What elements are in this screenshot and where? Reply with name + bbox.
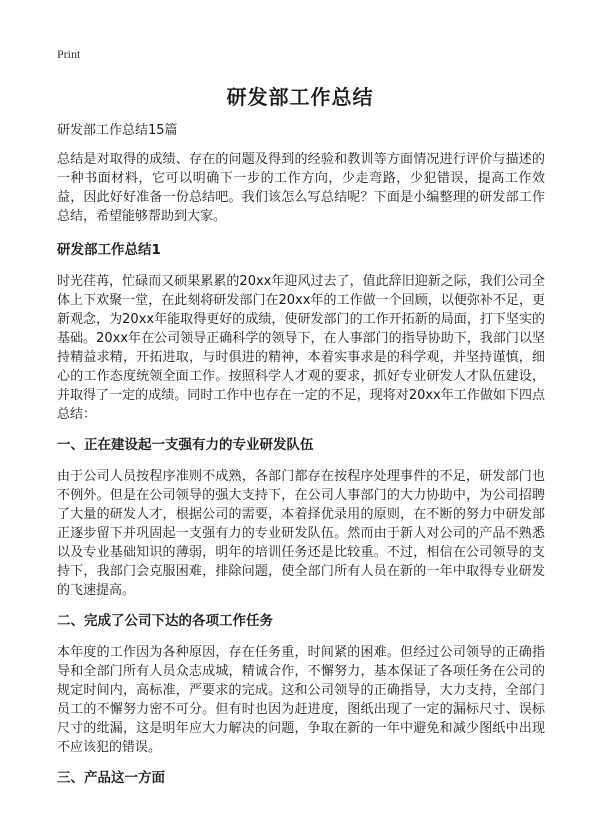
intro-paragraph: 总结是对取得的成绩、存在的问题及得到的经验和教训等方面情况进行评价与描述的一种书面材料，它可以明确下一步的工作方向，少走弯路，少犯错误，提高工作效益，因此好好准备一份总结吧。我们该怎么写总结呢？下面是小编整理的研发部工作总结，希望能够帮助到大家。 <box>57 152 545 224</box>
subheading-3: 三、产品这一方面 <box>57 770 165 786</box>
section-heading: 研发部工作总结1 <box>57 242 161 258</box>
document-subtitle: 研发部工作总结15篇 <box>57 123 178 138</box>
subheading-1: 一、正在建设起一支强有力的专业研发队伍 <box>57 437 314 453</box>
paragraph-3: 本年度的工作因为各种原因，存在任务重，时间紧的困难。但经过公司领导的正确指导和全部门所有人员众志成城，精诚合作，不懈努力，基本保证了各项任务在公司的规定时间内，高标准，严要求的完成。这和公司领导的正确指导，大力支持，全部门员工的不懈努力密不可分。但有时也因为赶进度，图纸出现了一定的漏标尺寸、误标尺寸的纰漏，这是明年应大力解决的问题，争取在新的一年中避免和减少图纸中出现不应该犯的错误。 <box>57 645 545 755</box>
paragraph-2: 由于公司人员按程序准则不成熟，各部门都存在按程序处理事件的不足，研发部门也不例外。但是在公司领导的强大支持下，在公司人事部门的大力协助中，为公司招聘了大量的研发人才，根据公司的需要，本着择优录用的原则，在不断的努力中研发部正逐步留下并巩固起一支强有力的专业研发队伍。然而由于新人对公司的产品不熟悉以及专业基础知识的薄弱，明年的培训任务还是比较重。不过，相信在公司领导的支持下，我部门会克服困难，排除问题，使全部门所有人员在新的一年中取得专业研发的飞速提高。 <box>57 469 545 598</box>
page-title: 研发部工作总结 <box>226 85 374 109</box>
paragraph-1: 时光荏苒，忙碌而又硕果累累的20xx年迎风过去了，值此辞旧迎新之际，我们公司全体上下欢聚一堂，在此刻将研发部门在20xx年的工作做一个回顾，以便弥补不足，更新观念，为20xx年能取得更好的成绩，使研发部门的工作开拓新的局面，打下坚实的基础。20xx年在公司领导正确科学的领导下，在人事部门的指导协助下，我部门以坚持精益求精，开拓进取，与时俱进的精神，本着实事求是的科学观，并坚持谨慎，细心的工作态度统领全面工作。按照科学人才观的要求，抓好专业研发人才队伍建设，并取得了一定的成绩。同时工作中也存在一定的不足，现将对20xx年工作做如下四点总结： <box>57 274 545 422</box>
document-body <box>57 150 545 800</box>
print-link[interactable]: Print <box>57 47 81 61</box>
subheading-2: 二、完成了公司下达的各项工作任务 <box>57 613 273 629</box>
